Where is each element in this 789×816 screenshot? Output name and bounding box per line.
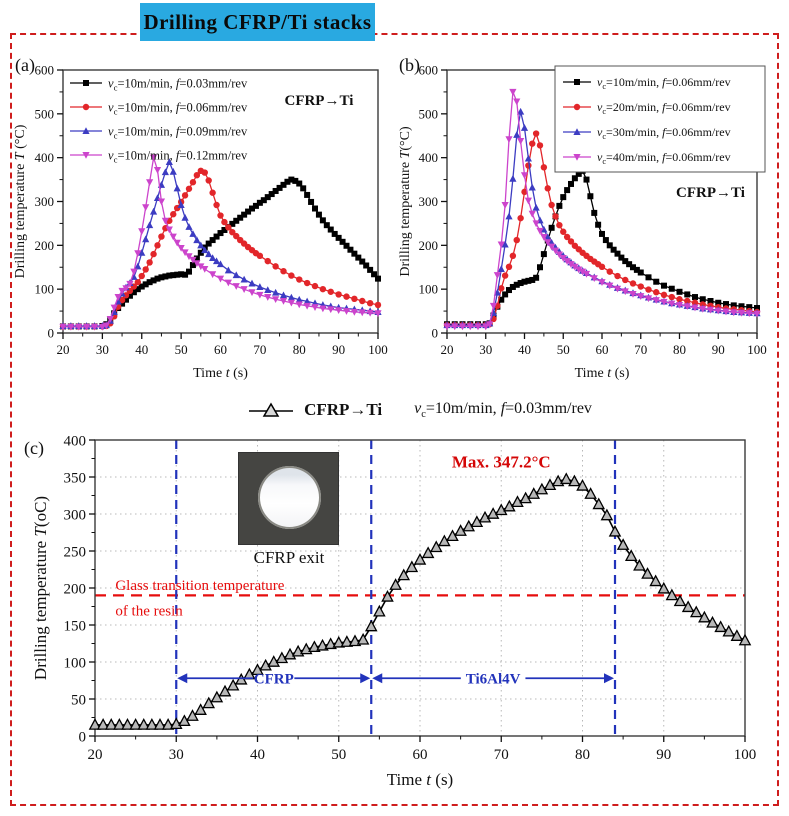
x-axis-label: Time t (s) [386, 770, 454, 789]
svg-text:Ti6Al4V: Ti6Al4V [465, 671, 521, 688]
cfrp-ti-annotation: CFRP→Ti [676, 185, 745, 202]
svg-text:20: 20 [56, 342, 70, 357]
legend-params: $v_c=10m/\min$, f=0.03mm/rev [414, 400, 592, 421]
svg-text:600: 600 [418, 62, 438, 78]
svg-text:50: 50 [71, 692, 86, 709]
y-axis-label: Drilling temperature T (°C) [13, 124, 28, 279]
svg-text:vc=10m/min, f=0.03mm/rev: $v_c=10m/\min$, f=0.03mm/rev [108, 76, 248, 93]
figure-title: Drilling CFRP/Ti stacks [143, 9, 372, 34]
svg-text:20: 20 [440, 342, 454, 357]
svg-text:100: 100 [418, 281, 438, 297]
region-arrow-1 [372, 671, 614, 687]
subplot-c-label: (c) [24, 438, 44, 458]
series-2 [59, 158, 381, 329]
svg-text:100: 100 [733, 747, 757, 763]
svg-text:600: 600 [34, 62, 54, 78]
svg-text:vc=10m/min, f=0.12mm/rev: $v_c=10m/\min$, f=0.12mm/rev [108, 148, 248, 165]
y-axis-label: Drilling temperature T(°C) [398, 126, 413, 277]
title-banner [140, 3, 375, 41]
subplot-b-label: (b) [399, 55, 420, 75]
svg-text:80: 80 [673, 342, 686, 357]
svg-text:40: 40 [135, 342, 149, 357]
svg-text:400: 400 [63, 433, 86, 450]
svg-text:300: 300 [418, 194, 438, 210]
svg-text:20: 20 [87, 747, 103, 763]
chart-a-plot [10, 48, 395, 393]
svg-text:70: 70 [634, 342, 648, 357]
x-axis [441, 333, 767, 357]
svg-text:0: 0 [47, 325, 54, 341]
svg-text:100: 100 [747, 342, 767, 357]
y-axis [35, 63, 64, 341]
chart-b-plot [395, 48, 780, 393]
series-3 [59, 155, 381, 331]
chart-c-plot [30, 430, 775, 810]
x-axis [57, 333, 388, 357]
svg-text:80: 80 [575, 747, 590, 763]
legend-series-name: CFRP→Ti [304, 400, 383, 420]
cfrp-ti-annotation: CFRP→Ti [284, 93, 354, 110]
annotation-0: Max. 347.2°C [451, 452, 551, 472]
svg-text:200: 200 [418, 237, 438, 253]
svg-text:50: 50 [331, 747, 347, 763]
svg-text:400: 400 [418, 150, 438, 166]
chart-c-legend [95, 400, 745, 420]
svg-text:500: 500 [34, 106, 54, 122]
chart-b [395, 48, 780, 398]
chart-c [30, 430, 775, 815]
svg-text:30: 30 [168, 747, 184, 763]
x-axis-label: Time t (s) [193, 366, 248, 381]
svg-text:vc=40m/min, f=0.06mm/rev: $v_c=40m/\min$, f=0.06mm/rev [597, 150, 731, 167]
svg-text:CFRP: CFRP [253, 671, 294, 688]
svg-text:90: 90 [332, 342, 346, 357]
x-axis-label: Time t (s) [574, 366, 630, 381]
svg-text:60: 60 [412, 747, 428, 763]
cfrp-exit-caption: CFRP exit [253, 548, 325, 567]
annotation-1: Glass transition temperature [115, 578, 285, 595]
svg-text:300: 300 [34, 194, 54, 210]
legend [70, 76, 248, 164]
y-axis [64, 433, 96, 745]
svg-text:250: 250 [63, 544, 86, 561]
svg-text:30: 30 [479, 342, 493, 357]
svg-text:400: 400 [34, 150, 54, 166]
annotation-2: of the resin [115, 603, 183, 620]
svg-text:vc=20m/min, f=0.06mm/rev: $v_c=20m/\min$, f=0.06mm/rev [597, 100, 731, 117]
subplot-a-label: (a) [15, 55, 35, 75]
svg-text:70: 70 [493, 747, 509, 763]
triangle-marker-icon [248, 402, 294, 418]
chart-a [10, 48, 395, 398]
svg-text:200: 200 [63, 581, 86, 598]
legend [555, 66, 765, 172]
svg-text:0: 0 [431, 325, 438, 341]
svg-text:100: 100 [63, 655, 86, 672]
region-arrow-0 [177, 671, 370, 687]
cfrp-exit-photo [238, 452, 339, 545]
svg-text:100: 100 [368, 342, 388, 357]
svg-text:90: 90 [711, 342, 725, 357]
svg-text:0: 0 [78, 729, 86, 746]
svg-text:80: 80 [292, 342, 306, 357]
svg-text:60: 60 [214, 342, 227, 357]
drilled-hole [258, 466, 321, 529]
svg-text:60: 60 [595, 342, 609, 357]
svg-text:vc=30m/min, f=0.06mm/rev: $v_c=30m/\min$, f=0.06mm/rev [597, 125, 731, 142]
y-axis-label: Drilling temperature T(oC) [31, 495, 50, 681]
svg-text:350: 350 [63, 470, 86, 487]
y-axis [419, 63, 448, 341]
svg-text:50: 50 [556, 342, 570, 357]
svg-text:vc=10m/min, f=0.09mm/rev: $v_c=10m/\min$, f=0.09mm/rev [108, 124, 248, 141]
svg-text:50: 50 [174, 342, 188, 357]
svg-text:90: 90 [656, 747, 672, 763]
svg-text:vc=10m/min, f=0.06mm/rev: $v_c=10m/\min$, f=0.06mm/rev [108, 100, 248, 117]
svg-text:300: 300 [63, 507, 86, 524]
svg-text:40: 40 [518, 342, 531, 357]
svg-text:70: 70 [253, 342, 267, 357]
svg-text:30: 30 [95, 342, 109, 357]
svg-text:200: 200 [34, 237, 54, 253]
svg-text:40: 40 [250, 747, 265, 763]
svg-text:150: 150 [63, 618, 86, 635]
svg-text:100: 100 [34, 281, 54, 297]
svg-text:vc=10m/min, f=0.06mm/rev: $v_c=10m/\min$, f=0.06mm/rev [597, 75, 731, 92]
series-1 [60, 168, 381, 330]
svg-text:500: 500 [418, 106, 438, 122]
x-axis [88, 736, 757, 763]
